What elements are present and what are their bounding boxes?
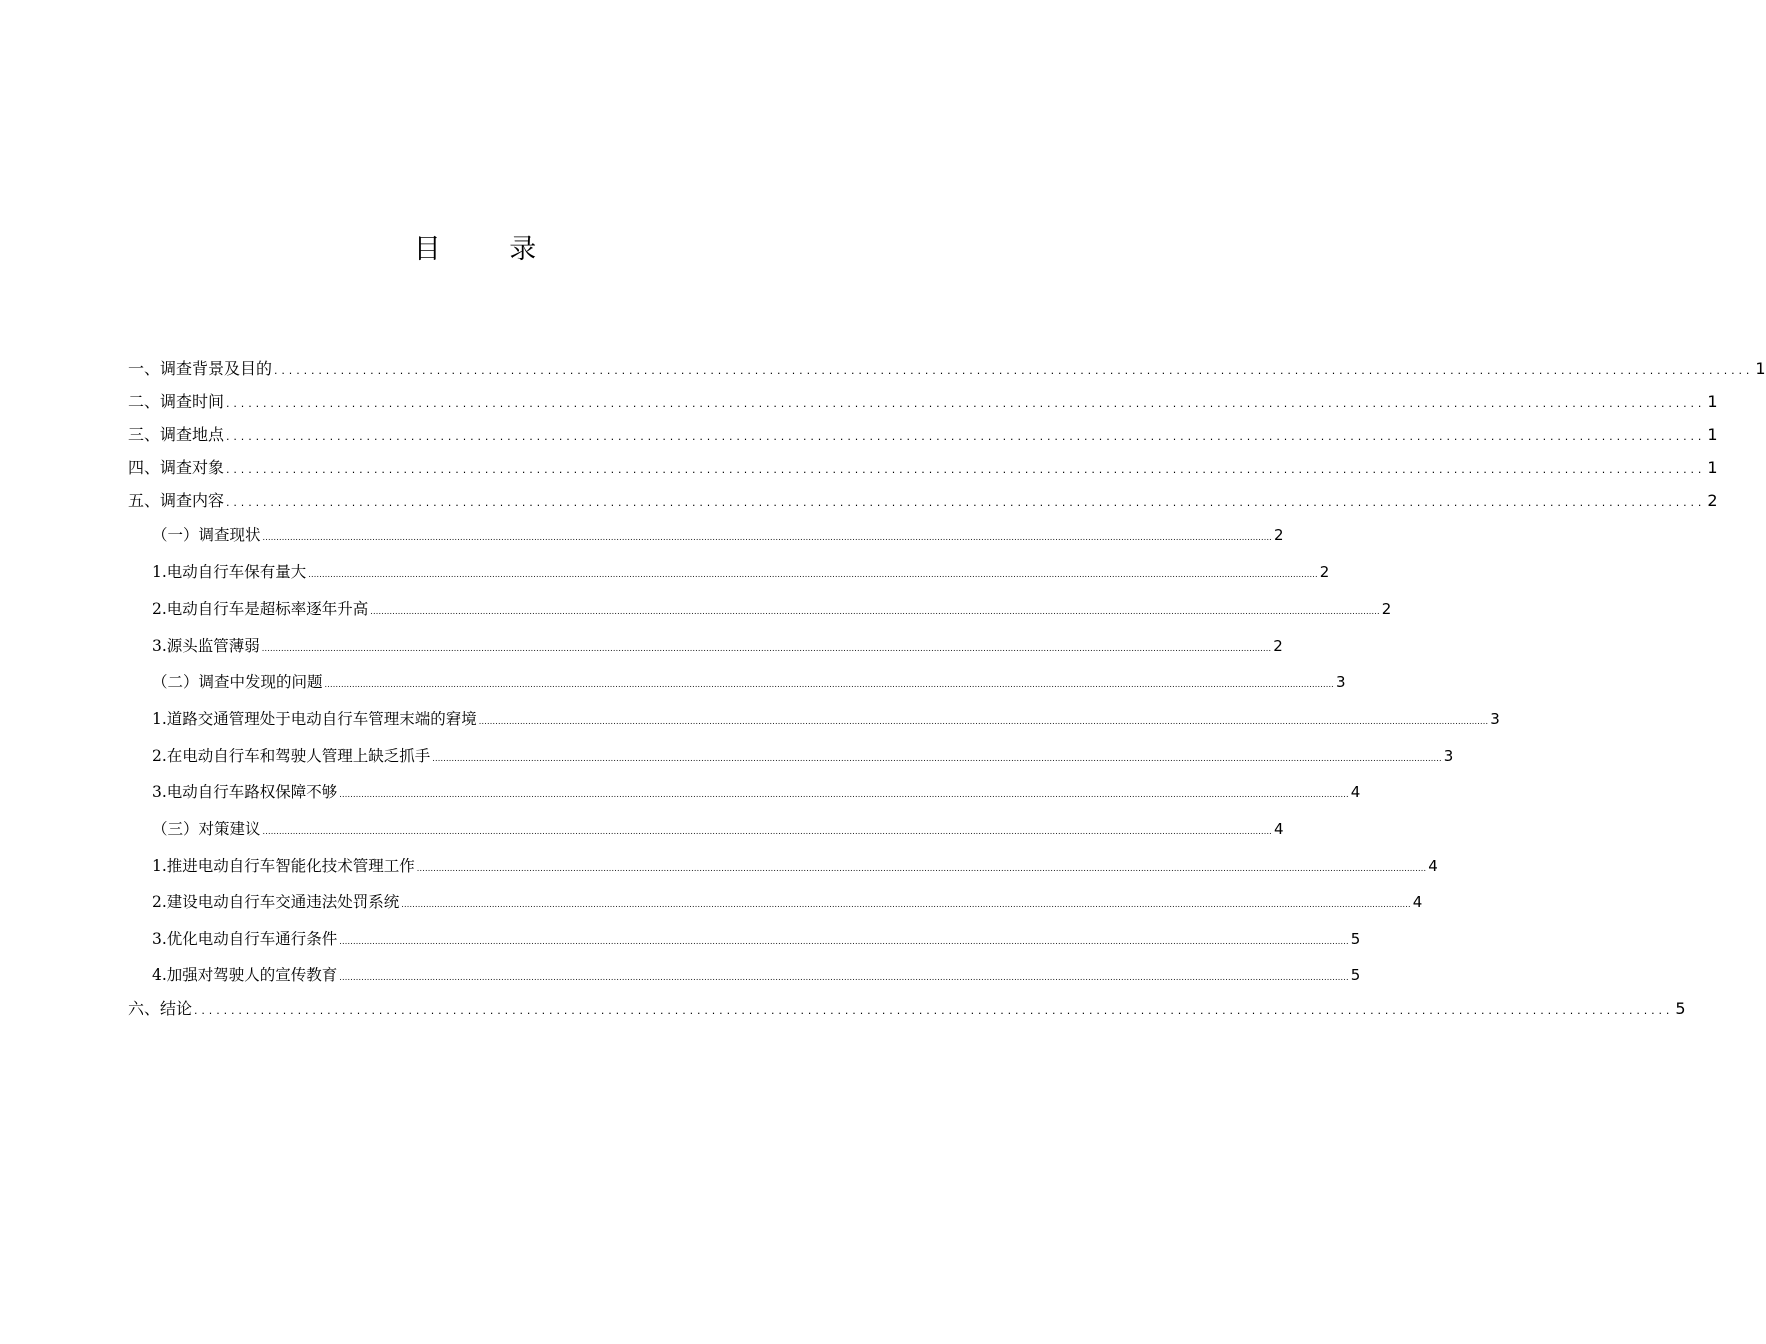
toc-entry-label: 五、调查内容 xyxy=(128,491,225,510)
toc-page-number: 2 xyxy=(1707,491,1718,510)
toc-entry-label: （三）对策建议 xyxy=(152,820,261,838)
toc-leader: ........................................................................................................................................................................................................ xyxy=(226,430,1706,443)
toc-leader: ................................................................................................................................................................................................................................................................................................................................................................................ xyxy=(308,570,1318,579)
toc-page-number: 1 xyxy=(1755,359,1766,378)
toc-page-number: 2 xyxy=(1381,600,1392,618)
toc-entry[interactable] xyxy=(128,385,1718,413)
toc-page-number: 3 xyxy=(1490,710,1500,728)
toc-entry-label: 1.推进电动自行车智能化技术管理工作 xyxy=(152,857,415,875)
toc-page-number: 1 xyxy=(1707,425,1718,444)
toc-leader: ................................................................................................................................................................................................................................................................................................................................................................................ xyxy=(432,754,1442,763)
toc-leader: ................................................................................................................................................................................................................................................................................................................................................................................ xyxy=(262,533,1272,542)
toc-entry[interactable] xyxy=(128,992,1686,1020)
toc-page-number: 2 xyxy=(1319,563,1330,581)
toc-leader: ................................................................................................................................................................................................................................................................................................................................................................................ xyxy=(262,827,1272,836)
toc-leader: ................................................................................................................................................................................................................................................................................................................................................................................ xyxy=(370,607,1380,616)
toc-page-number: 3 xyxy=(1443,747,1454,765)
toc-page-number: 2 xyxy=(1273,526,1284,544)
toc-entry-label: 二、调查时间 xyxy=(128,392,225,411)
toc-page-number: 5 xyxy=(1350,966,1361,984)
toc-entry-label: 3.源头监管薄弱 xyxy=(152,637,260,655)
toc-page-number: 5 xyxy=(1350,930,1361,948)
toc-entry[interactable] xyxy=(128,739,1454,767)
toc-leader: ................................................................................................................................................................................................................................................................................................................................................................................ xyxy=(416,864,1427,873)
toc-page-number: 4 xyxy=(1428,857,1438,875)
toc-entry[interactable] xyxy=(128,702,1500,730)
toc-page-number: 5 xyxy=(1675,999,1686,1018)
toc-entry[interactable] xyxy=(128,958,1361,986)
toc-page-number: 1 xyxy=(1707,392,1718,411)
toc-leader: ........................................................................................................................................................................................................ xyxy=(226,463,1706,476)
toc-entry-label: 2.电动自行车是超标率逐年升高 xyxy=(152,600,369,618)
toc-entry[interactable] xyxy=(128,922,1361,950)
toc-page-number: 3 xyxy=(1335,673,1346,691)
toc-entry-label: （一）调查现状 xyxy=(152,526,261,544)
toc-page-number: 4 xyxy=(1350,783,1361,801)
toc-leader: ................................................................................................................................................................................................................................................................................................................................................................................ xyxy=(261,644,1272,653)
toc-page-number: 2 xyxy=(1273,637,1283,655)
toc-leader: ................................................................................................................................................................................................................................................................................................................................................................................ xyxy=(324,680,1334,689)
toc-leader: ................................................................................................................................................................................................................................................................................................................................................................................ xyxy=(339,973,1349,982)
toc-entry-label: 3.电动自行车路权保障不够 xyxy=(152,783,338,801)
toc-entry-label: 1.道路交通管理处于电动自行车管理末端的窘境 xyxy=(152,710,477,728)
toc-entry-label: （二）调查中发现的问题 xyxy=(152,673,323,691)
toc-entry[interactable] xyxy=(128,775,1361,803)
toc-leader: ........................................................................................................................................................................................................ xyxy=(274,364,1754,377)
toc-entry-label: 一、调查背景及目的 xyxy=(128,359,273,378)
toc-entry[interactable] xyxy=(128,352,1766,380)
toc-entry[interactable] xyxy=(128,592,1392,620)
toc-leader: ........................................................................................................................................................................................................ xyxy=(194,1004,1674,1017)
toc-page-number: 4 xyxy=(1273,820,1284,838)
toc-entry[interactable] xyxy=(128,629,1283,657)
toc-leader: ................................................................................................................................................................................................................................................................................................................................................................................ xyxy=(339,937,1349,946)
toc-entry[interactable] xyxy=(128,665,1346,693)
toc-entry[interactable] xyxy=(128,849,1438,877)
toc-page-number: 4 xyxy=(1412,893,1423,911)
toc-entry-label: 1.电动自行车保有量大 xyxy=(152,563,307,581)
toc-entry[interactable] xyxy=(128,555,1330,583)
toc-entry[interactable] xyxy=(128,418,1718,446)
toc-entry-label: 4.加强对驾驶人的宣传教育 xyxy=(152,966,338,984)
toc-entry[interactable] xyxy=(128,518,1284,546)
toc-leader: ................................................................................................................................................................................................................................................................................................................................................................................ xyxy=(478,717,1489,726)
toc-entry[interactable] xyxy=(128,885,1423,913)
toc-page-number: 1 xyxy=(1707,458,1718,477)
toc-leader: ................................................................................................................................................................................................................................................................................................................................................................................ xyxy=(339,790,1349,799)
toc-entry-label: 四、调查对象 xyxy=(128,458,225,477)
toc-entry[interactable] xyxy=(128,812,1284,840)
toc-leader: ................................................................................................................................................................................................................................................................................................................................................................................ xyxy=(401,900,1411,909)
toc-entry-label: 2.在电动自行车和驾驶人管理上缺乏抓手 xyxy=(152,747,431,765)
toc-leader: ........................................................................................................................................................................................................ xyxy=(226,496,1706,509)
toc-title: 目 录 xyxy=(413,234,567,265)
toc-entry-label: 三、调查地点 xyxy=(128,425,225,444)
toc-entry[interactable] xyxy=(128,451,1718,479)
toc-entry-label: 3.优化电动自行车通行条件 xyxy=(152,930,338,948)
toc-leader: ........................................................................................................................................................................................................ xyxy=(226,397,1706,410)
toc-entry-label: 六、结论 xyxy=(128,999,193,1018)
toc-entry[interactable] xyxy=(128,484,1718,512)
toc-entry-label: 2.建设电动自行车交通违法处罚系统 xyxy=(152,893,400,911)
